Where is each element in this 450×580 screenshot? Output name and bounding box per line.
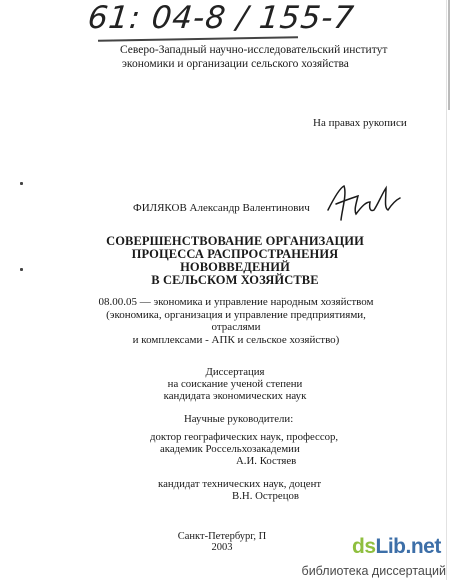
city: Санкт-Петербург, П	[177, 531, 267, 542]
dissertation-title	[95, 235, 375, 287]
specialty-line-3: и комплексами - АПК и сельское хозяйство)	[132, 333, 340, 346]
institute-line-2: экономики и организации сельского хозяйства	[122, 58, 349, 70]
advisor-1-name: А.И. Костяев	[236, 455, 297, 467]
scan-edge-shadow	[446, 0, 447, 580]
advisor-1-academy: академик Россельхозакадемии	[160, 443, 300, 455]
advisor-2-name: В.Н. Острецов	[232, 490, 300, 502]
institute-line-1: Северо-Западный научно-исследовательский институт	[120, 44, 388, 56]
handwritten-underline	[98, 36, 298, 41]
advisor-2-degree: кандидат технических наук, доцент	[158, 478, 322, 490]
degree-line-1: Диссертация	[205, 366, 265, 378]
title-line-2: ПРОЦЕССА РАСПРОСТРАНЕНИЯ НОВОВВЕДЕНИЙ	[131, 247, 339, 274]
institute-name	[120, 43, 420, 71]
dslib-subtitle: библиотека диссертаций	[301, 564, 446, 578]
degree-line-2: на соискание ученой степени	[167, 378, 303, 390]
dslib-logo[interactable]	[352, 535, 441, 559]
specialty-line-2: (экономика, организация и управление предприятиями, отраслями	[106, 308, 366, 333]
title-line-1: СОВЕРШЕНСТВОВАНИЕ ОРГАНИЗАЦИИ	[106, 234, 364, 248]
handwritten-signature	[322, 180, 402, 225]
specialty-line-1: 08.00.05 — экономика и управление народным хозяйством	[98, 296, 374, 308]
year: 2003	[211, 542, 233, 553]
advisors-gap	[150, 467, 390, 478]
scan-speck	[20, 268, 23, 271]
scan-speck	[20, 182, 23, 185]
advisor-1-degree: доктор географических наук, профессор,	[150, 431, 339, 443]
author-name: ФИЛЯКОВ Александр Валентинович	[133, 202, 310, 214]
place-and-year	[172, 531, 272, 553]
dslib-watermark[interactable]	[301, 535, 450, 580]
specialty-block	[88, 296, 384, 346]
title-line-3: В СЕЛЬСКОМ ХОЗЯЙСТВЕ	[151, 273, 319, 287]
logo-part-lib: Lib.net	[375, 535, 441, 558]
advisors-block	[150, 413, 390, 502]
dissertation-degree-block	[150, 366, 320, 402]
rights-note: На правах рукописи	[313, 117, 407, 129]
handwritten-archive-code: 61: 04-8 / 155-7	[86, 0, 357, 36]
degree-line-3: кандидата экономических наук	[163, 390, 307, 402]
advisors-heading: Научные руководители:	[184, 413, 294, 425]
logo-part-ds: ds	[352, 535, 376, 558]
